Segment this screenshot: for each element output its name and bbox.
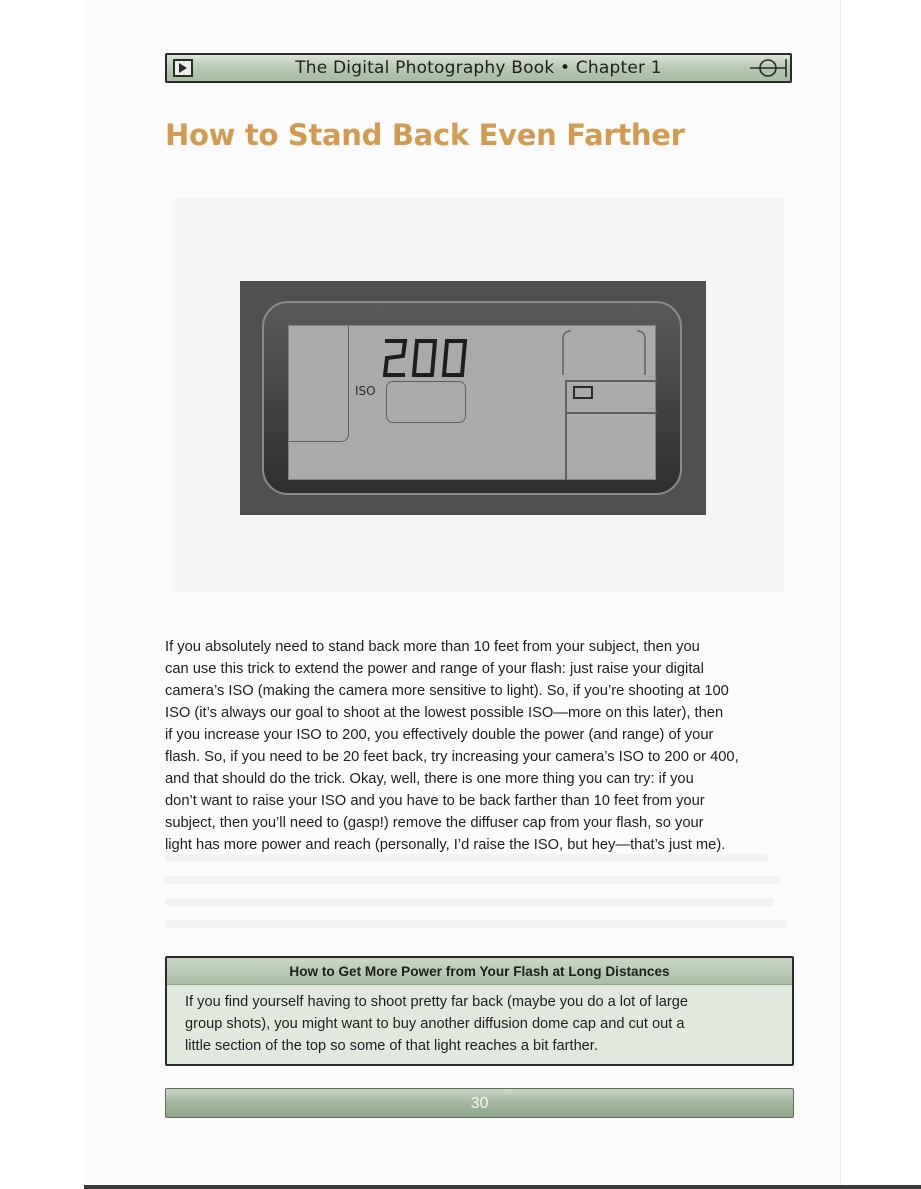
chapter-header-title: The Digital Photography Book • Chapter 1 [295, 58, 662, 78]
body-paragraph: If you absolutely need to stand back more than 10 feet from your subject, then you can use this trick to extend the power and range of your flash: just raise your digital camera’s ISO (making the camera more sensitive to light). So, if you’re shooting at 100 ISO (it’s always our goal to shoot at the lowest possible ISO—more on this later), then if you increase your ISO to 200, you effectively double the power (and range) of your flash. So, if you need to be 20 feet back, try increasing your camera’s ISO to 200 or 400, and that should do the trick. Okay, well, there is one more thing you can try: if you don’t want to raise your ISO and you have to be back farther than 10 feet from your subject, then you’ll need to (gasp!) remove the diffuser cap from your flash, so your light has more power and reach (personally, I’d raise the ISO, but hey—that’s just me). [165, 639, 739, 853]
chapter-header-bar [165, 53, 792, 83]
page-footer-bar [165, 1088, 794, 1118]
lcd-iso-value-digits [381, 336, 471, 380]
show-through-text [165, 854, 793, 942]
lcd-bezel [262, 301, 682, 495]
lcd-iso-label: ISO [355, 384, 376, 398]
camera-lcd-illustration [240, 281, 706, 515]
lcd-battery-icon [573, 386, 593, 399]
tip-text: If you find yourself having to shoot pretty far back (maybe you do a lot of large group shots), you might want to buy another diffusion dome cap and cut out a little section of the top so some of that light reaches a bit farther. [185, 994, 688, 1054]
lcd-bracket-display [561, 329, 647, 377]
page-number: 30 [470, 1095, 489, 1112]
crosshair-circle-icon [748, 56, 788, 80]
tip-box [165, 956, 794, 1066]
lcd-divider-line [565, 412, 657, 414]
lcd-left-panel [289, 326, 349, 442]
page-bottom-edge [84, 1185, 921, 1189]
lcd-divider-line [565, 380, 657, 382]
lcd-divider-line [565, 380, 567, 480]
lcd-iso-box [386, 381, 466, 423]
page-title: How to Stand Back Even Farther [165, 118, 685, 152]
tip-title: How to Get More Power from Your Flash at Long Distances [167, 958, 792, 985]
lcd-screen [288, 325, 656, 480]
